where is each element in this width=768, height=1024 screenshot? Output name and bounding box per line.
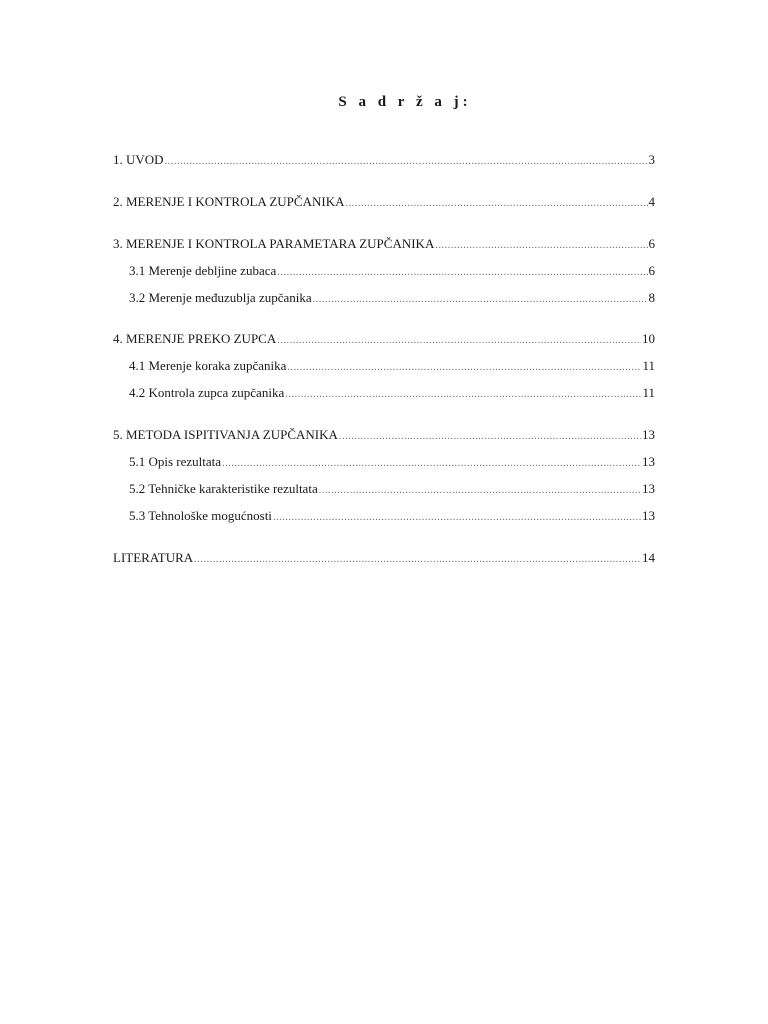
toc-entry-tehnicke[interactable]	[129, 481, 655, 499]
dot-leader	[222, 456, 641, 472]
toc-entry-page: 6	[648, 263, 655, 278]
dot-leader	[339, 429, 641, 445]
toc-entry-opis[interactable]	[129, 454, 655, 472]
dot-leader	[287, 360, 641, 376]
dot-leader	[285, 387, 641, 403]
dot-leader	[194, 552, 641, 568]
toc-entry-parametara[interactable]	[113, 236, 655, 254]
toc-entry-page: 11	[642, 385, 655, 400]
toc-entry-label: LITERATURA	[113, 550, 194, 565]
toc-entry-page: 6	[648, 236, 655, 251]
toc-entry-meduzublja[interactable]	[129, 290, 655, 308]
dot-leader	[313, 292, 648, 308]
toc-entry-koraka[interactable]	[129, 358, 655, 376]
toc-entry-label: 4. MERENJE PREKO ZUPCA	[113, 331, 277, 346]
toc-entry-merenje-kontrola[interactable]	[113, 194, 655, 212]
toc-entry-page: 13	[642, 481, 655, 496]
toc-entry-preko-zupca[interactable]	[113, 331, 655, 349]
dot-leader	[273, 510, 641, 526]
toc-title: S a d r ž a j:	[338, 94, 472, 110]
toc-entry-tehnoloske[interactable]	[129, 508, 655, 526]
toc-entry-label: 5. METODA ISPITIVANJA ZUPČANIKA	[113, 427, 338, 442]
toc-entry-page: 3	[648, 152, 655, 167]
dot-leader	[277, 333, 641, 349]
dot-leader	[435, 238, 647, 254]
toc-entry-metoda[interactable]	[113, 427, 655, 445]
toc-entry-kontrola-zupca[interactable]	[129, 385, 655, 403]
dot-leader	[277, 265, 647, 281]
toc-entry-page: 8	[648, 290, 655, 305]
toc-entry-page: 13	[642, 454, 655, 469]
dot-leader	[319, 483, 641, 499]
toc-entry-literatura[interactable]	[113, 550, 655, 568]
toc-entry-label: 5.3 Tehnološke mogućnosti	[129, 508, 272, 523]
toc-entry-page: 14	[642, 550, 655, 565]
toc-entry-label: 2. MERENJE I KONTROLA ZUPČANIKA	[113, 194, 345, 209]
toc-entry-page: 10	[642, 331, 655, 346]
toc-entry-page: 11	[642, 358, 655, 373]
toc-entry-label: 3.2 Merenje međuzublja zupčanika	[129, 290, 312, 305]
toc-entry-debljine-zubaca[interactable]	[129, 263, 655, 281]
dot-leader	[165, 154, 648, 170]
toc-entry-page: 13	[642, 427, 655, 442]
toc-entry-label: 4.1 Merenje koraka zupčanika	[129, 358, 287, 373]
toc-entry-label: 3. MERENJE I KONTROLA PARAMETARA ZUPČANIKA	[113, 236, 435, 251]
toc-entry-page: 13	[642, 508, 655, 523]
toc-entry-uvod[interactable]	[113, 152, 655, 170]
toc-entry-label: 1. UVOD	[113, 152, 164, 167]
toc-entry-page: 4	[648, 194, 655, 209]
toc-entry-label: 3.1 Merenje debljine zubaca	[129, 263, 277, 278]
toc-entry-label: 4.2 Kontrola zupca zupčanika	[129, 385, 285, 400]
dot-leader	[345, 196, 647, 212]
toc-entry-label: 5.2 Tehničke karakteristike rezultata	[129, 481, 318, 496]
toc-entry-label: 5.1 Opis rezultata	[129, 454, 222, 469]
